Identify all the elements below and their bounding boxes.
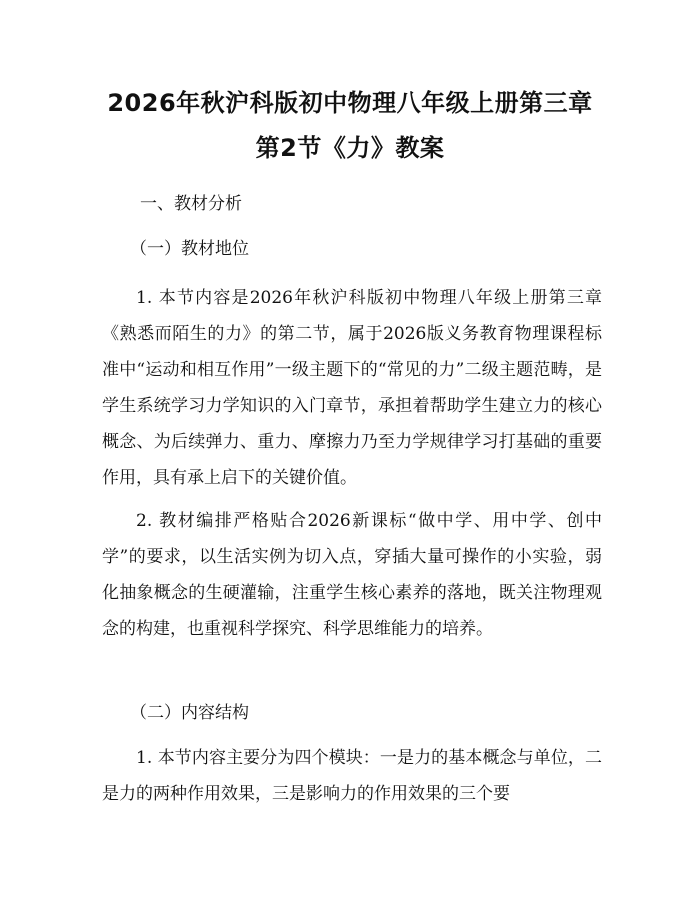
document-title-line2: 第2节《力》教案 — [255, 134, 445, 162]
document-title-line1: 2026年秋沪科版初中物理八年级上册第三章 — [107, 89, 593, 117]
paragraph-textbook-position-2: 2. 教材编排严格贴合2026新课标“做中学、用中学、创中学”的要求，以生活实例为切入点，穿插大量可操作的小实验，弱化抽象概念的生硬灌输，注重学生核心素养的落地，既关注物理观念的构建，也重视科学探究、科学思维能力的培养。 — [102, 511, 602, 639]
paragraph-content-structure-1: 1. 本节内容主要分为四个模块：一是力的基本概念与单位，二是力的两种作用效果，三是影响力的作用效果的三个要 — [102, 748, 602, 804]
section-heading-textbook-analysis: 一、教材分析 — [140, 194, 242, 214]
subsection-heading-content-structure: （二）内容结构 — [130, 703, 249, 723]
subsection-heading-textbook-position: （一）教材地位 — [130, 239, 249, 259]
paragraph-textbook-position-1: 1. 本节内容是2026年秋沪科版初中物理八年级上册第三章《熟悉而陌生的力》的第二节，属于2026版义务教育物理课程标准中“运动和相互作用”一级主题下的“常见的力”二级主题范畴，是学生系统学习力学知识的入门章节，承担着帮助学生建立力的核心概念、为后续弹力、重力、摩擦力乃至力学规律学习打基础的重要作用，具有承上启下的关键价值。 — [102, 288, 602, 488]
